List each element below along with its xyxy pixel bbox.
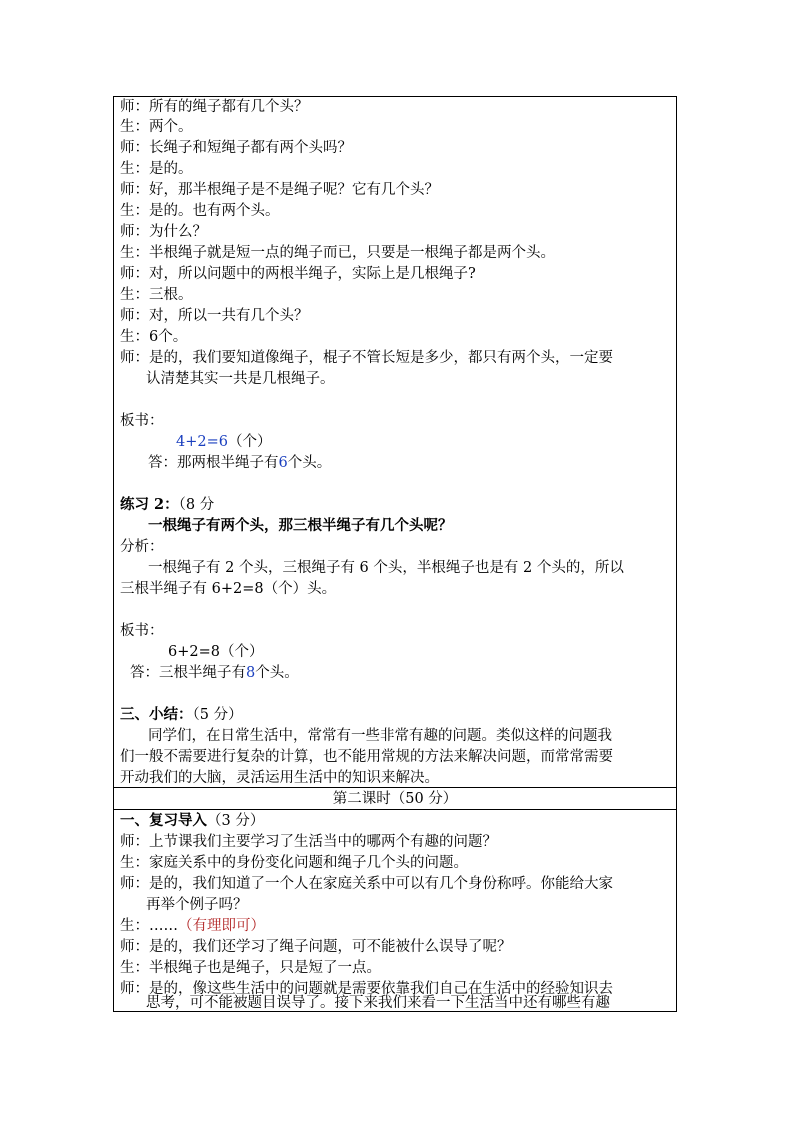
board-answer: 答：那两根半绳子有6个头。 [148, 455, 332, 471]
answer-number: 6 [278, 455, 288, 471]
row-divider [114, 787, 676, 788]
summary-text: 开动我们的大脑，灵活运用生活中的知识来解决。 [120, 770, 439, 786]
exercise-2-question: 一根绳子有两个头，那三根半绳子有几个头呢？ [148, 517, 453, 534]
dialogue-line: 师：所有的绳子都有几个头？ [120, 99, 309, 115]
dialogue-line: 生：半根绳子就是短一点的绳子而已，只要是一根绳子都是两个头。 [120, 245, 555, 261]
dialogue-line: 生：是的。也有两个头。 [120, 203, 280, 219]
dialogue-line: 生：6个。 [120, 329, 188, 345]
dialogue-line: 思考，可不能被题目误导了。接下来我们来看一下生活当中还有哪些有趣 [146, 995, 610, 1011]
analysis-label: 分析： [120, 539, 164, 555]
formula-value: 4+2=6 [176, 434, 228, 450]
dialogue-line: 生：是的。 [120, 161, 193, 177]
dialogue-line: 生：两个。 [120, 119, 193, 135]
dialogue-line: 师：是的，我们要知道像绳子，棍子不管长短是多少，都只有两个头，一定要 [120, 350, 613, 366]
dialogue-line: 师：长绳子和短绳子都有两个头吗？ [120, 140, 352, 156]
summary-text: 同学们，在日常生活中，常常有一些非常有趣的问题。类似这样的问题我 [148, 728, 612, 744]
board-label: 板书： [120, 623, 164, 639]
dialogue-line: 生：……（有理即可） [120, 918, 265, 934]
answer-number: 8 [246, 665, 256, 681]
board-label: 板书： [120, 413, 164, 429]
analysis-text: 一根绳子有 2 个头，三根绳子有 6 个头，半根绳子也是有 2 个头的，所以 [148, 560, 624, 576]
analysis-text: 三根半绳子有 6+2=8（个）头。 [120, 581, 337, 597]
lesson-table [113, 96, 677, 1012]
dialogue-line: 生：家庭关系中的身份变化问题和绳子几个头的问题。 [120, 855, 468, 871]
lesson-2-header: 第二课时（50 分） [332, 791, 458, 807]
dialogue-line: 师：对，所以问题中的两根半绳子，实际上是几根绳子? [120, 266, 476, 282]
summary-title: 三、小结：（5 分） [120, 706, 243, 723]
review-title: 一、复习导入（3 分） [120, 812, 265, 829]
board-formula: 6+2=8（个） [168, 644, 264, 660]
dialogue-line: 再举个例子吗？ [146, 897, 248, 913]
board-formula [176, 432, 271, 452]
exercise-2-title: 练习 2：（8 分 [120, 496, 215, 513]
dialogue-line: 生：半根绳子也是绳子，只是短了一点。 [120, 960, 381, 976]
board-answer: 答：三根半绳子有8个头。 [130, 665, 299, 681]
note-text: （有理即可） [178, 918, 265, 934]
dialogue-line: 师：好，那半根绳子是不是绳子呢？它有几个头？ [120, 182, 439, 198]
dialogue-line: 师：是的，我们还学习了绳子问题，可不能被什么误导了呢？ [120, 939, 512, 955]
dialogue-line: 师：是的，我们知道了一个人在家庭关系中可以有几个身份称呼。你能给大家 [120, 876, 613, 892]
dialogue-line: 师：上节课我们主要学习了生活当中的哪两个有趣的问题？ [120, 834, 497, 850]
dialogue-line: 认清楚其实一共是几根绳子。 [146, 371, 335, 387]
row-divider [114, 809, 676, 810]
dialogue-line: 师：是的，像这些生活中的问题就是需要依靠我们自己在生活中的经验知识去 [120, 981, 613, 997]
dialogue-line: 师：为什么？ [120, 224, 207, 240]
dialogue-line: 师：对，所以一共有几个头？ [120, 308, 309, 324]
summary-text: 们一般不需要进行复杂的计算，也不能用常规的方法来解决问题，而常常需要 [120, 749, 613, 765]
dialogue-line: 生：三根。 [120, 287, 193, 303]
formula-unit: （个） [227, 434, 272, 450]
